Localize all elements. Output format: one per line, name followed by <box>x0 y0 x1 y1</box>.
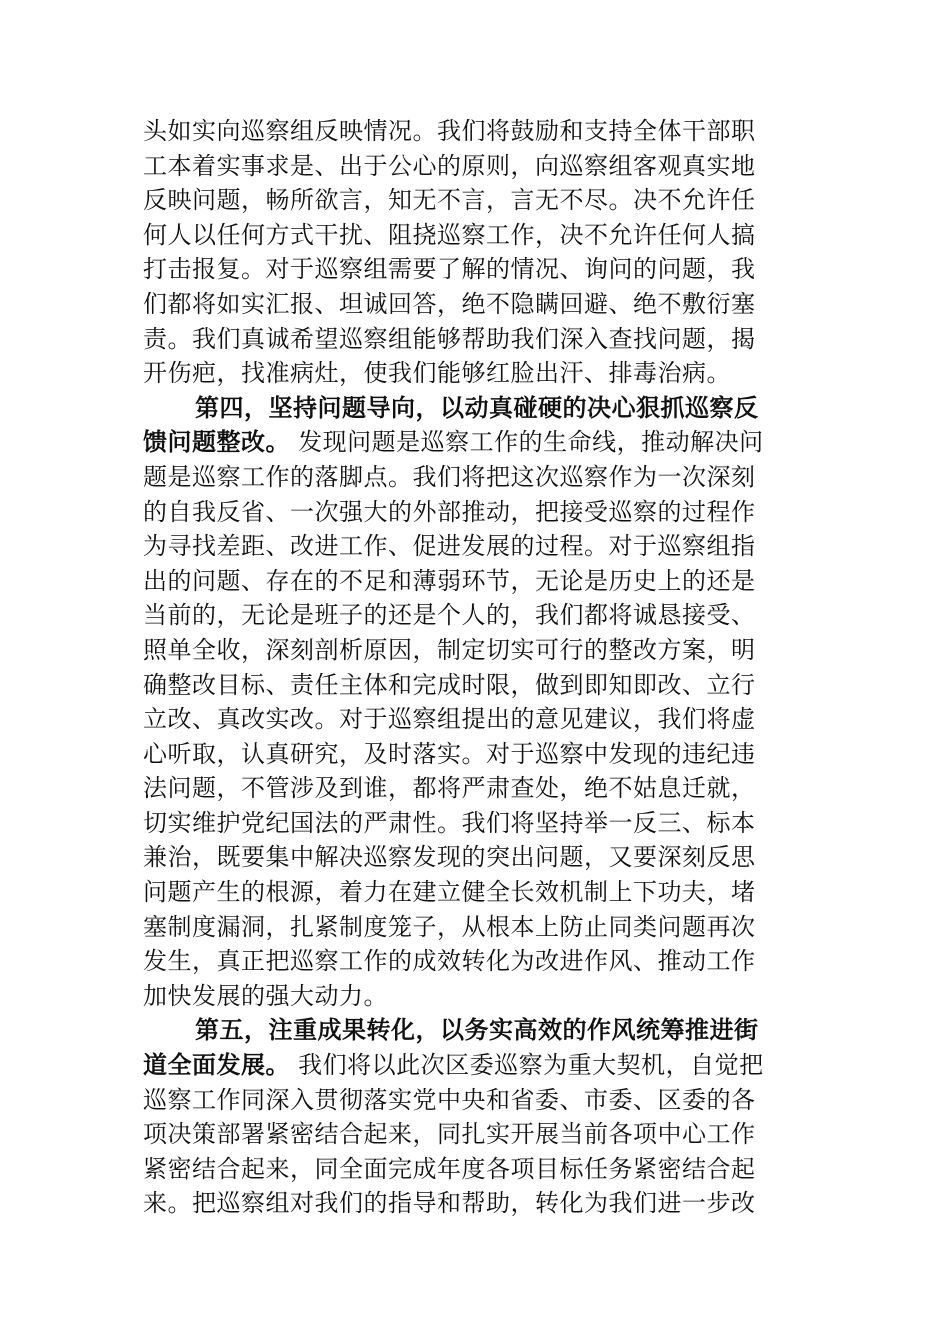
text-line: 确整改目标、责任主体和完成时限，做到即知即改、立行 <box>143 670 756 699</box>
text-line: 发生，真正把巡察工作的成效转化为改进作风、推动工作 <box>143 947 756 976</box>
text-line: 项决策部署紧密结合起来，同扎实开展当前各项中心工作 <box>143 1120 756 1149</box>
text-line: 反映问题，畅所欲言，知无不言，言无不尽。决不允许任 <box>143 186 756 215</box>
text-line: 当前的，无论是班子的还是个人的，我们都将诚恳接受、 <box>143 601 756 630</box>
line-rest: 我们将以此次区委巡察为重大契机，自觉把 <box>298 1051 764 1080</box>
text-line: 头如实向巡察组反映情况。我们将鼓励和支持全体干部职 <box>143 117 756 145</box>
text-line: 开伤疤，找准病灶，使我们能够红脸出汗、排毒治病。 <box>143 359 731 388</box>
document-body <box>143 114 807 1221</box>
text-line: 的自我反省、一次强大的外部推动，把接受巡察的过程作 <box>143 497 756 526</box>
text-line: 切实维护党纪国法的严肃性。我们将坚持举一反三、标本 <box>143 808 756 837</box>
text-line: 立改、真改实改。对于巡察组提出的意见建议，我们将虚 <box>143 705 756 734</box>
line-rest: 发现问题是巡察工作的生命线，推动解决问 <box>298 428 764 457</box>
section-heading-line: 第五，注重成果转化，以务实高效的作风统筹推进街 <box>195 1016 759 1045</box>
text-line: 兼治，既要集中解决巡察发现的突出问题，又要深刻反思 <box>143 843 756 872</box>
text-line: 题是巡察工作的落脚点。我们将把这次巡察作为一次深刻 <box>143 462 756 491</box>
section-heading-end: 馈问题整改。 <box>143 428 290 457</box>
text-line: 紧密结合起来，同全面完成年度各项目标任务紧密结合起 <box>143 1154 756 1183</box>
text-line: 来。把巡察组对我们的指导和帮助，转化为我们进一步改 <box>143 1189 756 1218</box>
text-line: 加快发展的强大动力。 <box>143 981 388 1010</box>
text-line: 法问题，不管涉及到谁，都将严肃查处，绝不姑息迁就， <box>143 774 756 803</box>
paragraph-1 <box>143 114 807 391</box>
section-heading-line: 第四，坚持问题导向，以动真碰硬的决心狠抓巡察反 <box>195 393 759 422</box>
paragraph-4th-point <box>143 391 807 1014</box>
text-line: 心听取，认真研究，及时落实。对于巡察中发现的违纪违 <box>143 739 756 768</box>
text-line: 为寻找差距、改进工作、促进发展的过程。对于巡察组指 <box>143 532 756 561</box>
text-line: 打击报复。对于巡察组需要了解的情况、询问的问题，我 <box>143 255 756 284</box>
text-line: 照单全收，深刻剖析原因，制定切实可行的整改方案，明 <box>143 635 756 664</box>
paragraph-5th-point <box>143 1013 807 1221</box>
text-line: 巡察工作同深入贯彻落实党中央和省委、市委、区委的各 <box>143 1085 756 1114</box>
text-line: 出的问题、存在的不足和薄弱环节，无论是历史上的还是 <box>143 566 756 595</box>
text-line: 问题产生的根源，着力在建立健全长效机制上下功夫，堵 <box>143 878 756 907</box>
text-line <box>143 1048 807 1083</box>
section-heading-end: 道全面发展。 <box>143 1051 290 1080</box>
text-line: 塞制度漏洞，扎紧制度笼子，从根本上防止同类问题再次 <box>143 912 756 941</box>
text-line: 们都将如实汇报、坦诚回答，绝不隐瞒回避、绝不敷衍塞 <box>143 289 756 318</box>
text-line <box>143 425 807 460</box>
text-line: 责。我们真诚希望巡察组能够帮助我们深入查找问题，揭 <box>143 324 756 353</box>
text-line: 工本着实事求是、出于公心的原则，向巡察组客观真实地 <box>143 151 756 180</box>
text-line: 何人以任何方式干扰、阻挠巡察工作，决不允许任何人搞 <box>143 220 756 249</box>
